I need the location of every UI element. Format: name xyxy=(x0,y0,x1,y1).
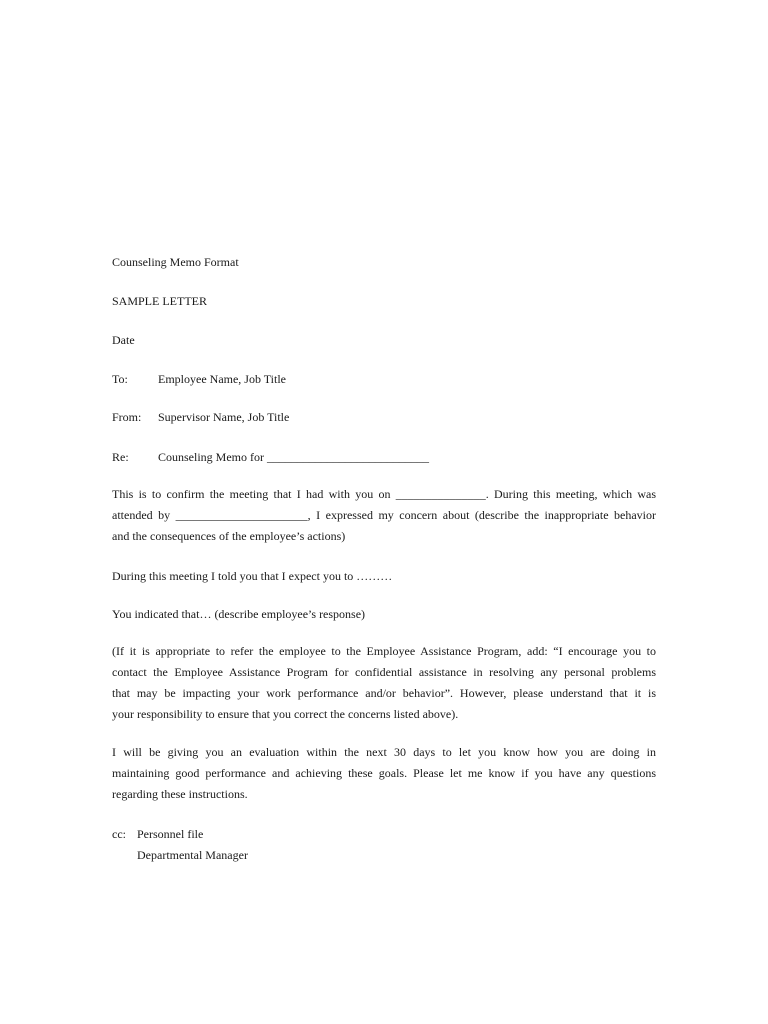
paragraph-line: that may be impacting your work performance and/or behavior”. However, please understand that it is xyxy=(112,686,656,700)
sample-letter-heading: SAMPLE LETTER xyxy=(112,294,207,308)
paragraph-line: and the consequences of the employee’s actions) xyxy=(112,529,346,543)
re-value: Counseling Memo for ___________________________ xyxy=(158,450,429,464)
paragraph-line: maintaining good performance and achieving these goals. Please let me know if you have any questions xyxy=(112,766,656,780)
cc-item: Personnel file xyxy=(137,827,204,841)
re-label: Re: xyxy=(112,450,129,464)
paragraph-expectation: During this meeting I told you that I expect you to ……… xyxy=(112,569,393,583)
paragraph-line: I will be giving you an evaluation within the next 30 days to let you know how you are doing in xyxy=(112,745,656,759)
to-value: Employee Name, Job Title xyxy=(158,372,286,386)
paragraph-meeting-confirmation xyxy=(112,484,656,547)
paragraph-employee-response: You indicated that… (describe employee’s response) xyxy=(112,607,366,621)
paragraph-line: This is to confirm the meeting that I had with you on _______________. During this meeting, which was xyxy=(112,487,656,501)
paragraph-evaluation xyxy=(112,742,656,805)
paragraph-eap-referral xyxy=(112,641,656,725)
cc-item: Departmental Manager xyxy=(137,848,248,862)
document-title: Counseling Memo Format xyxy=(112,255,239,269)
from-label: From: xyxy=(112,410,142,424)
paragraph-line: attended by ______________________, I expressed my concern about (describe the inappropriate behavior xyxy=(112,508,656,522)
date-line: Date xyxy=(112,333,135,347)
paragraph-line: regarding these instructions. xyxy=(112,787,248,801)
paragraph-line: contact the Employee Assistance Program for confidential assistance in resolving any personal problems xyxy=(112,665,656,679)
cc-label: cc: xyxy=(112,827,126,841)
to-label: To: xyxy=(112,372,128,386)
paragraph-line: your responsibility to ensure that you correct the concerns listed above). xyxy=(112,707,459,721)
paragraph-line: (If it is appropriate to refer the employee to the Employee Assistance Program, add: “I encourage you to xyxy=(112,644,656,658)
from-value: Supervisor Name, Job Title xyxy=(158,410,290,424)
